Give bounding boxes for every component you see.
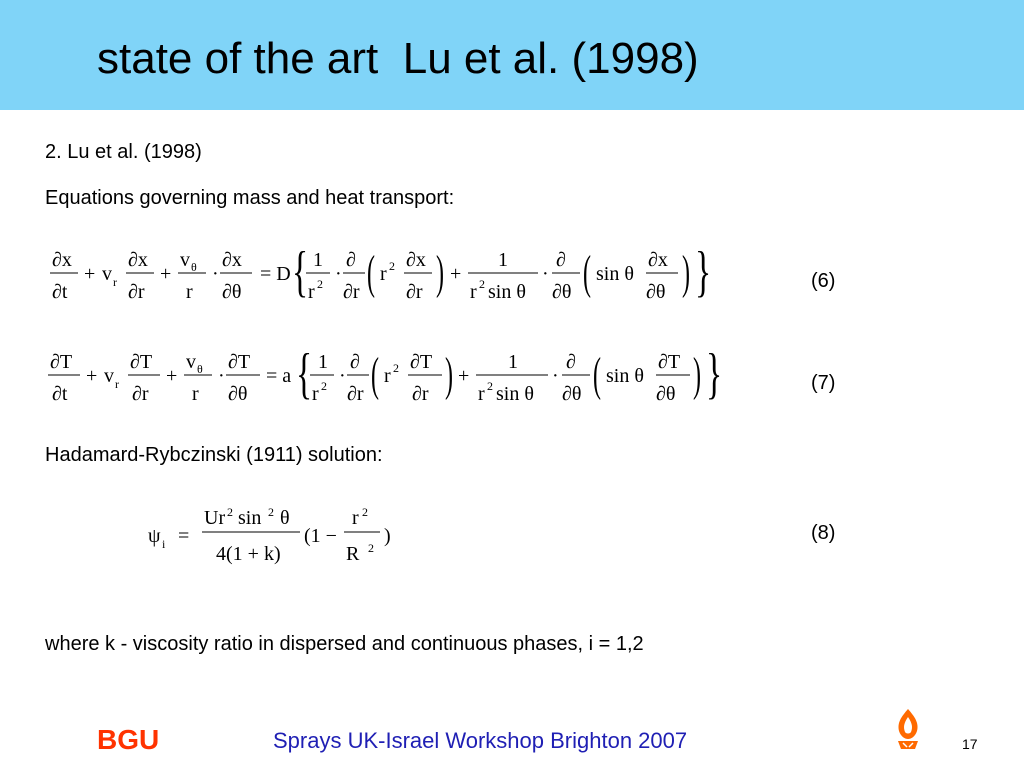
svg-text:∂r: ∂r: [412, 383, 429, 405]
svg-text:∂T: ∂T: [50, 351, 73, 373]
svg-text:∂: ∂: [346, 249, 356, 271]
svg-text:θ: θ: [280, 507, 290, 529]
svg-text:r: r: [115, 377, 119, 391]
svg-text:2: 2: [479, 277, 485, 291]
svg-text:2: 2: [389, 259, 395, 273]
svg-text:+: +: [450, 263, 462, 285]
svg-text:1: 1: [318, 351, 328, 373]
svg-text:sin θ: sin θ: [596, 263, 634, 285]
svg-text:∂θ: ∂θ: [228, 383, 248, 405]
footnote-text: where k - viscosity ratio in dispersed and continuous phases, i = 1,2: [45, 633, 644, 655]
svg-text:∂r: ∂r: [128, 281, 145, 303]
svg-text:∂t: ∂t: [52, 281, 68, 303]
svg-text:(1 −: (1 −: [304, 525, 337, 547]
svg-text:r: r: [113, 275, 117, 289]
svg-text:r: r: [380, 263, 387, 285]
svg-text:): ): [384, 525, 391, 547]
bgu-flame-logo-icon: [893, 707, 923, 751]
svg-text:∂x: ∂x: [222, 249, 242, 271]
svg-text:ψ: ψ: [148, 525, 161, 547]
svg-text:r: r: [308, 281, 315, 303]
svg-text:r: r: [186, 281, 193, 303]
svg-text:∂r: ∂r: [406, 281, 423, 303]
svg-text:): ): [445, 348, 453, 402]
svg-text:∂θ: ∂θ: [646, 281, 666, 303]
svg-text:1: 1: [313, 249, 323, 271]
svg-text:+: +: [86, 365, 98, 387]
svg-text:+: +: [458, 365, 470, 387]
svg-text:(: (: [593, 348, 601, 402]
svg-text:∂θ: ∂θ: [562, 383, 582, 405]
svg-text:{: {: [292, 240, 309, 303]
svg-text:∂r: ∂r: [347, 383, 364, 405]
svg-text:r: r: [470, 281, 477, 303]
svg-text:v: v: [104, 365, 114, 387]
svg-text:= D: = D: [260, 263, 291, 285]
svg-text:r: r: [384, 365, 391, 387]
svg-text:2: 2: [368, 541, 374, 555]
svg-text:r: r: [192, 383, 199, 405]
svg-text:∂: ∂: [350, 351, 360, 373]
svg-text:·: ·: [335, 263, 342, 285]
svg-text:2: 2: [487, 379, 493, 393]
svg-text:∂t: ∂t: [52, 383, 68, 405]
page-number: 17: [962, 736, 978, 752]
svg-text:v: v: [186, 351, 196, 373]
svg-text:2: 2: [321, 379, 327, 393]
svg-text:(: (: [367, 246, 375, 300]
svg-text:sin θ: sin θ: [496, 383, 534, 405]
svg-text:+: +: [166, 365, 178, 387]
svg-text:∂T: ∂T: [410, 351, 433, 373]
svg-text:1: 1: [498, 249, 508, 271]
svg-text:∂: ∂: [566, 351, 576, 373]
svg-text:Ur: Ur: [204, 507, 226, 529]
svg-text:{: {: [296, 342, 313, 405]
svg-text:2: 2: [362, 505, 368, 519]
page-title: state of the art Lu et al. (1998): [97, 34, 699, 83]
svg-text:·: ·: [218, 365, 225, 387]
equation-7: [40, 340, 730, 410]
svg-text:∂T: ∂T: [658, 351, 681, 373]
equation-6: [40, 238, 720, 308]
svg-text:+: +: [160, 263, 172, 285]
svg-text:∂θ: ∂θ: [656, 383, 676, 405]
equation-8: [140, 498, 410, 570]
intro-text: Equations governing mass and heat transport:: [45, 187, 455, 209]
svg-text:2: 2: [393, 361, 399, 375]
svg-text:= a: = a: [266, 365, 292, 387]
svg-text:+: +: [84, 263, 96, 285]
svg-text:}: }: [706, 342, 723, 405]
svg-text:): ): [436, 246, 444, 300]
svg-text:}: }: [694, 240, 712, 303]
svg-text:∂x: ∂x: [648, 249, 668, 271]
svg-text:2: 2: [227, 505, 233, 519]
svg-text:∂r: ∂r: [132, 383, 149, 405]
svg-text:R: R: [346, 543, 360, 565]
svg-text:i: i: [162, 537, 166, 551]
svg-text:·: ·: [542, 263, 549, 285]
svg-text:θ: θ: [197, 362, 203, 376]
svg-text:∂θ: ∂θ: [552, 281, 572, 303]
svg-text:∂x: ∂x: [52, 249, 72, 271]
svg-text:·: ·: [552, 365, 559, 387]
svg-text:∂x: ∂x: [406, 249, 426, 271]
svg-text:(: (: [371, 348, 379, 402]
svg-text:4(1 + k): 4(1 + k): [216, 543, 281, 565]
svg-text:∂x: ∂x: [128, 249, 148, 271]
solution-label: Hadamard-Rybczinski (1911) solution:: [45, 444, 383, 466]
svg-text:∂: ∂: [556, 249, 566, 271]
svg-text:v: v: [102, 263, 112, 285]
svg-text:sin θ: sin θ: [606, 365, 644, 387]
svg-text:·: ·: [339, 365, 346, 387]
event-label: Sprays UK-Israel Workshop Brighton 2007: [273, 728, 688, 753]
svg-text:): ): [693, 348, 701, 402]
svg-text:v: v: [180, 249, 190, 271]
svg-text:∂r: ∂r: [343, 281, 360, 303]
svg-text:1: 1: [508, 351, 518, 373]
equation-6-number: (6): [811, 270, 836, 292]
svg-text:2: 2: [268, 505, 274, 519]
equation-8-number: (8): [811, 522, 836, 544]
svg-text:·: ·: [212, 263, 219, 285]
svg-text:): ): [682, 246, 690, 300]
section-heading: 2. Lu et al. (1998): [45, 141, 202, 163]
svg-text:sin θ: sin θ: [488, 281, 526, 303]
equation-7-number: (7): [811, 372, 836, 394]
brand-label: BGU: [97, 724, 160, 755]
svg-text:r: r: [352, 507, 359, 529]
svg-text:θ: θ: [191, 260, 197, 274]
svg-text:r: r: [478, 383, 485, 405]
svg-text:∂θ: ∂θ: [222, 281, 242, 303]
svg-text:r: r: [312, 383, 319, 405]
svg-text:∂T: ∂T: [228, 351, 251, 373]
svg-text:(: (: [583, 246, 591, 300]
svg-text:=: =: [178, 525, 190, 547]
svg-text:∂T: ∂T: [130, 351, 153, 373]
svg-text:sin: sin: [238, 507, 262, 529]
svg-text:2: 2: [317, 277, 323, 291]
